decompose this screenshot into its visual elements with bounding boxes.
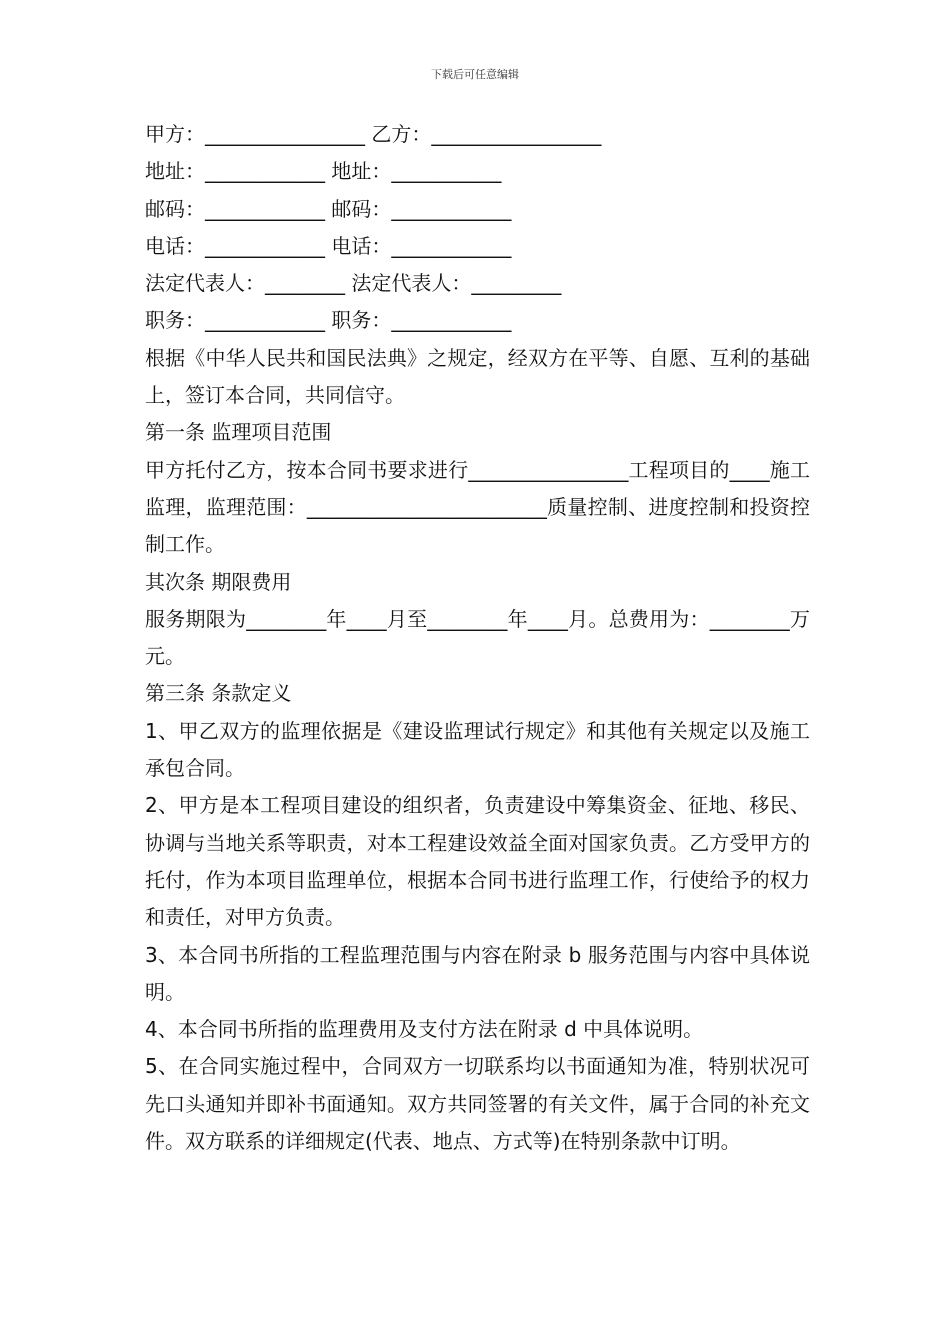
article-2-paragraph: 服务期限为________年____月至________年____月。总费用为：________万元。 (145, 606, 810, 669)
article-1-heading: 第一条 监理项目范围 (145, 420, 332, 445)
preamble-paragraph: 根据《中华人民共和国民法典》之规定，经双方在平等、自愿、互利的基础上，签订本合同，共同信守。 (145, 345, 810, 408)
party-line: 甲方：________________ 乙方：_________________ (145, 122, 602, 146)
position-line: 职务：____________ 职务：____________ (145, 308, 512, 333)
clause-5-paragraph: 5、在合同实施过程中，合同双方一切联系均以书面通知为准，特别状况可先口头通知并即补书面通知。双方共同签署的有关文件，属于合同的补充文件。双方联系的详细规定(代表、地点、方式等)在特别条款中订明。 (145, 1054, 810, 1154)
clause-3-paragraph: 3、本合同书所指的工程监理范围与内容在附录 b 服务范围与内容中具体说明。 (145, 942, 810, 1004)
page-header: 下载后可任意编辑 (431, 68, 519, 81)
address-line: 地址：____________ 地址：___________ (145, 159, 502, 184)
article-3-heading: 第三条 条款定义 (145, 681, 292, 706)
clause-1-paragraph: 1、甲乙双方的监理依据是《建设监理试行规定》和其他有关规定以及施工承包合同。 (145, 718, 810, 781)
document-body (145, 116, 810, 1160)
article-2-heading: 其次条 期限费用 (145, 569, 292, 594)
phone-line: 电话：____________ 电话：____________ (145, 233, 512, 258)
article-1-paragraph: 甲方托付乙方，按本合同书要求进行________________工程项目的____施工监理，监理范围：________________________质量控制、进度控制和投资控制工作。 (145, 457, 810, 557)
clause-4-paragraph: 4、本合同书所指的监理费用及支付方法在附录 d 中具体说明。 (145, 1017, 704, 1042)
postcode-line: 邮码：____________ 邮码：____________ (145, 196, 512, 221)
clause-2-paragraph: 2、甲方是本工程项目建设的组织者，负责建设中筹集资金、征地、移民、协调与当地关系等职责，对本工程建设效益全面对国家负责。乙方受甲方的托付，作为本项目监理单位，根据本合同书进行监理工作，行使给予的权力和责任，对甲方负责。 (145, 793, 810, 930)
legal-rep-line: 法定代表人：________ 法定代表人：_________ (145, 271, 562, 296)
